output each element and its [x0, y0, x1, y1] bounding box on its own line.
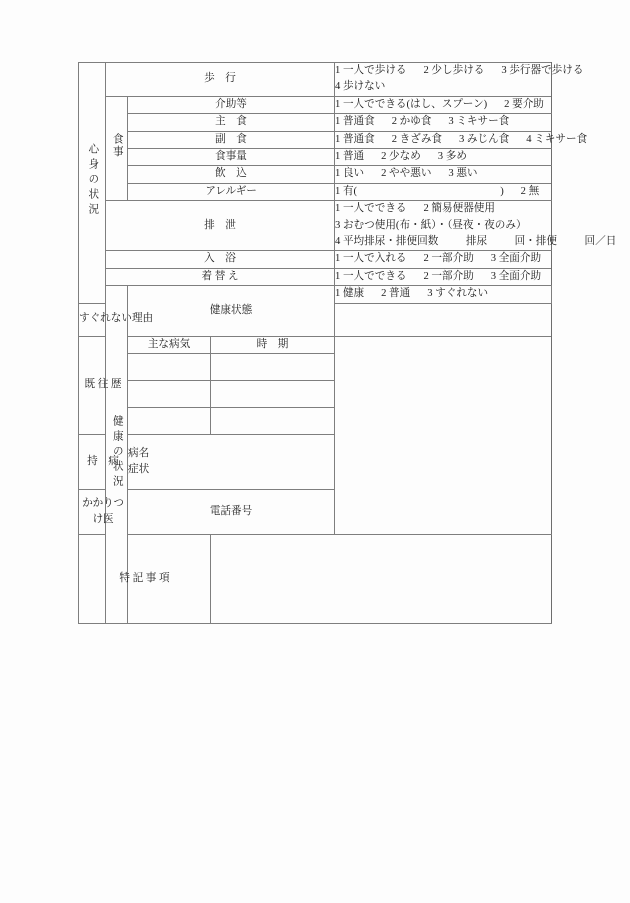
- row-label-side-text: 副 食: [215, 133, 247, 145]
- row-label-dressing-text: 着 替 え: [201, 270, 239, 282]
- chronic-symptom-line: [128, 462, 334, 478]
- row-label-health-state: [128, 286, 335, 336]
- input-health-reason[interactable]: [335, 303, 552, 336]
- allergy-paren-close: ): [500, 185, 504, 197]
- cell-bathing-options[interactable]: [335, 251, 552, 268]
- table-row-swallow: [79, 166, 552, 183]
- row-label-family-doctor: [79, 490, 128, 535]
- row-label-dressing: [106, 268, 335, 285]
- health-state-line-1: [335, 286, 551, 302]
- table-row-excretion: [79, 201, 552, 251]
- row-label-remarks-text: 特 記 事 項: [119, 572, 170, 584]
- cell-chronic-details[interactable]: [128, 435, 335, 490]
- excretion-option-3[interactable]: 3 おむつ使用(布・紙）・（昼夜・夜のみ）: [335, 219, 527, 231]
- row-label-family-doctor-text: かかりつけ医: [82, 497, 124, 526]
- staple-option-3[interactable]: 3 ミキサー食: [448, 116, 510, 128]
- allergy-option-1[interactable]: 1 有(: [335, 185, 358, 197]
- assistance-option-1[interactable]: 1 一人でできる(はし、スプーン): [335, 98, 488, 110]
- staple-line-1: [335, 114, 551, 130]
- row-label-assistance-text: 介助等: [215, 98, 247, 110]
- cell-staple-options[interactable]: [335, 114, 552, 131]
- walking-option-3[interactable]: 3 歩行器で歩ける: [501, 65, 584, 76]
- walking-line-2: [335, 79, 551, 95]
- chronic-disease-name-label: 病名: [128, 447, 150, 459]
- cell-dressing-options[interactable]: [335, 268, 552, 285]
- group-label-health-text: 健康の状況: [111, 414, 123, 491]
- walking-option-2[interactable]: 2 少し歩ける: [423, 65, 485, 76]
- row-label-remarks: [79, 535, 211, 624]
- history-cell-disease[interactable]: [128, 381, 211, 408]
- row-label-allergy-text: アレルギー: [205, 185, 257, 197]
- care-assessment-form: [78, 62, 617, 624]
- table-row-health-state-options: [79, 286, 552, 303]
- excretion-line-1: [335, 201, 551, 217]
- table-row-assistance: [79, 96, 552, 113]
- row-label-excretion-text: 排 泄: [204, 219, 236, 231]
- cell-swallow-options[interactable]: [335, 166, 552, 183]
- table-row-family-doctor: [79, 490, 552, 535]
- table-row-bathing: [79, 251, 552, 268]
- bathing-line-1: [335, 251, 551, 267]
- history-col-header-period: 時 期: [211, 336, 335, 353]
- row-label-assistance: [128, 96, 335, 113]
- side-option-2[interactable]: 2 きざみ食: [391, 133, 443, 145]
- group-label-meal: [106, 96, 128, 200]
- row-label-swallow: [128, 166, 335, 183]
- cell-side-options[interactable]: [335, 131, 588, 148]
- history-cell-disease[interactable]: [128, 354, 211, 381]
- excretion-option-2[interactable]: 2 簡易便器使用: [423, 203, 495, 215]
- bathing-option-2[interactable]: 2 一部介助: [423, 253, 474, 265]
- side-option-3[interactable]: 3 みじん食: [458, 133, 510, 145]
- excretion-option-1[interactable]: 1 一人でできる: [335, 203, 407, 215]
- row-label-bathing: [106, 251, 335, 268]
- amount-line-1: [335, 149, 551, 165]
- table-row-staple: [79, 114, 552, 131]
- table-row-allergy: [79, 183, 552, 200]
- history-cell-period[interactable]: [211, 381, 335, 408]
- side-option-4[interactable]: 4 ミキサー食: [526, 133, 588, 145]
- table-row-remarks: [79, 535, 552, 624]
- label-health-reason-text: すぐれない理由: [79, 313, 154, 325]
- row-label-amount-text: 食事量: [215, 151, 247, 163]
- swallow-line-1: [335, 166, 551, 182]
- form-table: [78, 62, 617, 624]
- cell-remarks-value[interactable]: [211, 535, 552, 624]
- swallow-option-1[interactable]: 1 良い: [335, 168, 365, 180]
- amount-option-2[interactable]: 2 少なめ: [381, 151, 421, 163]
- cell-allergy-options[interactable]: [335, 183, 552, 200]
- amount-option-1[interactable]: 1 普通: [335, 151, 365, 163]
- excretion-per-day-label: 回／日: [584, 236, 617, 248]
- excretion-stool-label: 回・排便: [514, 236, 557, 248]
- swallow-option-2[interactable]: 2 やや悪い: [381, 168, 432, 180]
- row-label-side: [128, 131, 335, 148]
- table-row-side: [79, 131, 552, 148]
- dressing-option-2[interactable]: 2 一部介助: [423, 270, 474, 282]
- assistance-line-1: [335, 97, 551, 113]
- history-cell-disease[interactable]: [128, 408, 211, 435]
- family-doctor-phone-label: 電話番号: [209, 505, 253, 517]
- dressing-option-3[interactable]: 3 全面介助: [490, 270, 542, 282]
- history-col-header-disease: 主な病気: [128, 336, 211, 353]
- table-row-history-entry: [79, 354, 552, 381]
- row-label-staple-text: 主 食: [215, 116, 247, 128]
- row-label-walking: [106, 63, 335, 97]
- group-label-meal-text: 食事: [111, 132, 123, 158]
- walking-option-1[interactable]: 1 一人で歩ける: [335, 65, 407, 76]
- excretion-urine-label: 排尿: [465, 236, 488, 248]
- dressing-line-1: [335, 269, 551, 285]
- row-label-swallow-text: 飲 込: [215, 168, 247, 180]
- cell-walking-options[interactable]: [335, 63, 584, 97]
- group-label-physical: [79, 63, 106, 304]
- table-row-history-entry: [79, 381, 552, 408]
- table-row-history-entry: [79, 408, 552, 435]
- table-row-walking: [79, 63, 552, 97]
- table-row-chronic: [79, 435, 552, 490]
- cell-assistance-options[interactable]: [335, 96, 552, 113]
- chronic-symptom-label: 症状: [128, 464, 150, 476]
- row-label-amount: [128, 149, 335, 166]
- assistance-option-2[interactable]: 2 要介助: [504, 98, 544, 110]
- amount-option-3[interactable]: 3 多め: [437, 151, 467, 163]
- row-label-bathing-text: 入 浴: [204, 253, 236, 265]
- health-state-option-1[interactable]: 1 健康: [335, 288, 365, 300]
- label-health-reason: [79, 303, 154, 336]
- walking-option-4[interactable]: 4 歩けない: [335, 81, 386, 93]
- dressing-option-1[interactable]: 1 一人でできる: [335, 270, 407, 282]
- history-cell-period[interactable]: [211, 408, 335, 435]
- walking-line-1: [335, 63, 584, 79]
- cell-amount-options[interactable]: [335, 149, 552, 166]
- bathing-option-3[interactable]: 3 全面介助: [490, 253, 542, 265]
- cell-family-doctor-details[interactable]: [128, 490, 335, 535]
- cell-health-state-options[interactable]: [335, 286, 552, 303]
- row-label-history-text: 既 往 歴: [84, 379, 122, 391]
- row-label-chronic-text: 持 病: [87, 455, 119, 467]
- table-row-amount: [79, 149, 552, 166]
- side-line-1: [335, 132, 588, 148]
- row-label-allergy: [128, 183, 335, 200]
- row-label-health-state-text: 健康状態: [209, 304, 253, 316]
- bathing-option-1[interactable]: 1 一人で入れる: [335, 253, 407, 265]
- excretion-line-3: [335, 234, 617, 250]
- row-label-staple: [128, 114, 335, 131]
- cell-excretion-options[interactable]: [335, 201, 617, 251]
- health-state-option-3[interactable]: 3 すぐれない: [427, 288, 489, 300]
- chronic-disease-name-line: [128, 446, 334, 462]
- staple-option-1[interactable]: 1 普通食: [335, 116, 375, 128]
- swallow-option-3[interactable]: 3 悪い: [448, 168, 478, 180]
- side-option-1[interactable]: 1 普通食: [335, 133, 375, 145]
- table-row-history-header: [79, 336, 552, 353]
- history-cell-period[interactable]: [211, 354, 335, 381]
- health-state-option-2[interactable]: 2 普通: [381, 288, 411, 300]
- allergy-option-2[interactable]: 2 無: [520, 185, 540, 197]
- staple-option-2[interactable]: 2 かゆ食: [391, 116, 432, 128]
- row-label-excretion: [106, 201, 335, 251]
- excretion-line-2: [335, 218, 551, 234]
- group-label-physical-text: 心身の状況: [87, 143, 99, 219]
- table-row-dressing: [79, 268, 552, 285]
- excretion-option-4[interactable]: 4 平均排尿・排便回数: [335, 236, 439, 248]
- allergy-line-1: [335, 184, 551, 200]
- row-label-walking-text: 歩 行: [204, 73, 236, 85]
